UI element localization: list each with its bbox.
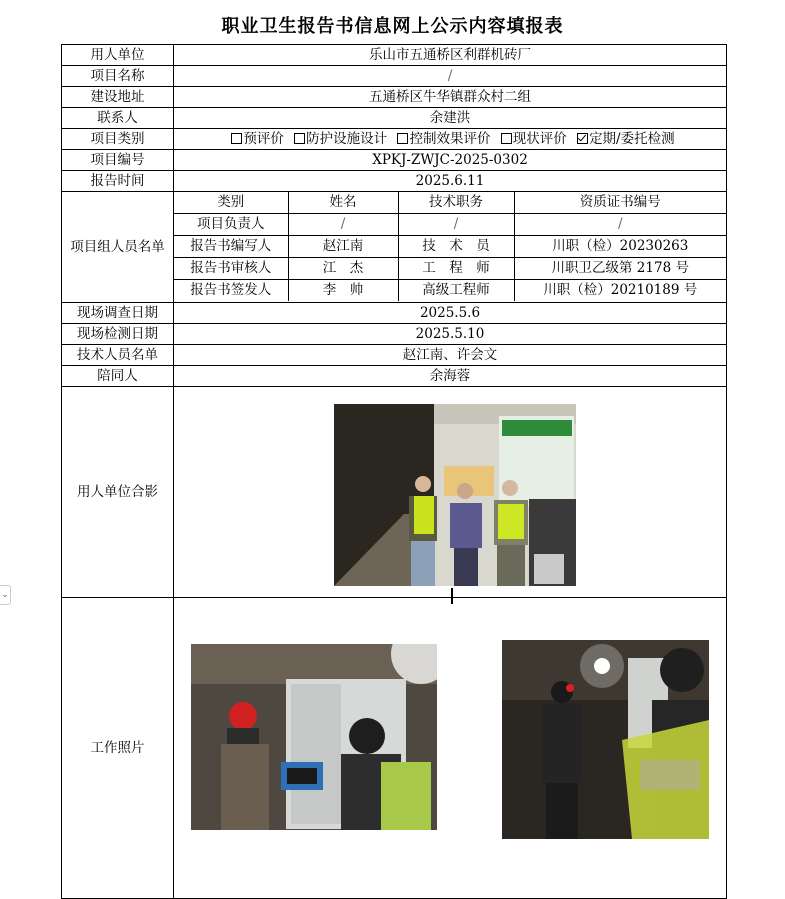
- team-header-role: 类别: [174, 192, 288, 214]
- address-label: 建设地址: [62, 87, 174, 108]
- work-photos-label: 工作照片: [62, 598, 174, 899]
- address-value: 五通桥区牛华镇群众村二组: [174, 87, 727, 108]
- option-control-effect: 控制效果评价: [409, 131, 491, 147]
- team-role: 报告书编写人: [174, 236, 288, 258]
- row-employer: [62, 45, 727, 66]
- row-project-no: [62, 150, 727, 171]
- report-date-value: 2025.6.11: [174, 171, 727, 192]
- row-report-date: [62, 171, 727, 192]
- team-name: 江 杰: [288, 258, 398, 280]
- team-row: [174, 280, 726, 302]
- row-contact: [62, 108, 727, 129]
- survey-date-value: 2025.5.6: [174, 303, 727, 324]
- team-row: [174, 236, 726, 258]
- project-no-value: XPKJ-ZWJC-2025-0302: [174, 150, 727, 171]
- team-name: 李 帅: [288, 280, 398, 302]
- row-test-date: [62, 324, 727, 345]
- companion-value: 余海蓉: [174, 366, 727, 387]
- page-title: 职业卫生报告书信息网上公示内容填报表: [221, 16, 564, 37]
- survey-date-label: 现场调查日期: [62, 303, 174, 324]
- row-survey-date: [62, 303, 727, 324]
- team-header-cert: 资质证书编号: [514, 192, 726, 214]
- project-type-options: [174, 129, 727, 150]
- project-name-label: 项目名称: [62, 66, 174, 87]
- chevron-down-icon[interactable]: ⌄: [0, 585, 11, 605]
- team-row: [174, 214, 726, 236]
- checkbox-status-evaluation[interactable]: [501, 133, 512, 144]
- option-status-evaluation: 现状评价: [512, 131, 567, 147]
- checkbox-pre-evaluation[interactable]: [231, 133, 242, 144]
- project-name-value: /: [174, 66, 727, 87]
- project-type-label: 项目类别: [62, 129, 174, 150]
- group-photo-label: 用人单位合影: [62, 387, 174, 598]
- checkbox-protection-design[interactable]: [294, 133, 305, 144]
- team-title: 高级工程师: [398, 280, 514, 302]
- row-address: [62, 87, 727, 108]
- option-periodic-testing: 定期/委托检测: [589, 131, 675, 147]
- team-title: 工 程 师: [398, 258, 514, 280]
- contact-value: 余建洪: [174, 108, 727, 129]
- team-row: [174, 258, 726, 280]
- report-date-label: 报告时间: [62, 171, 174, 192]
- team-cert: 川职（检）20210189 号: [514, 280, 726, 302]
- team-cert: 川职卫乙级第 2178 号: [514, 258, 726, 280]
- technicians-label: 技术人员名单: [62, 345, 174, 366]
- row-technicians: [62, 345, 727, 366]
- checkbox-control-effect[interactable]: [397, 133, 408, 144]
- group-photo: [334, 404, 576, 586]
- option-pre-evaluation: 预评价: [243, 131, 284, 147]
- row-companion: [62, 366, 727, 387]
- team-name: 赵江南: [288, 236, 398, 258]
- companion-label: 陪同人: [62, 366, 174, 387]
- option-protection-design: 防护设施设计: [306, 131, 388, 147]
- team-cert: 川职（检）20230263: [514, 236, 726, 258]
- row-team: [62, 192, 727, 303]
- checkbox-periodic-testing[interactable]: [577, 133, 588, 144]
- row-project-type: [62, 129, 727, 150]
- text-cursor: [451, 588, 453, 604]
- team-role: 报告书签发人: [174, 280, 288, 302]
- row-project-name: [62, 66, 727, 87]
- technicians-value: 赵江南、许会文: [174, 345, 727, 366]
- team-table: [174, 192, 726, 301]
- team-role: 项目负责人: [174, 214, 288, 236]
- team-header-name: 姓名: [288, 192, 398, 214]
- contact-label: 联系人: [62, 108, 174, 129]
- team-label: 项目组人员名单: [62, 192, 174, 303]
- team-header-row: [174, 192, 726, 214]
- employer-value: 乐山市五通桥区利群机砖厂: [174, 45, 727, 66]
- team-cell: [174, 192, 727, 303]
- team-role: 报告书审核人: [174, 258, 288, 280]
- team-title: /: [398, 214, 514, 236]
- team-cert: /: [514, 214, 726, 236]
- team-name: /: [288, 214, 398, 236]
- employer-label: 用人单位: [62, 45, 174, 66]
- team-header-title: 技术职务: [398, 192, 514, 214]
- work-photo-left: [191, 644, 437, 830]
- project-no-label: 项目编号: [62, 150, 174, 171]
- test-date-label: 现场检测日期: [62, 324, 174, 345]
- work-photo-right: [502, 640, 709, 839]
- test-date-value: 2025.5.10: [174, 324, 727, 345]
- team-title: 技 术 员: [398, 236, 514, 258]
